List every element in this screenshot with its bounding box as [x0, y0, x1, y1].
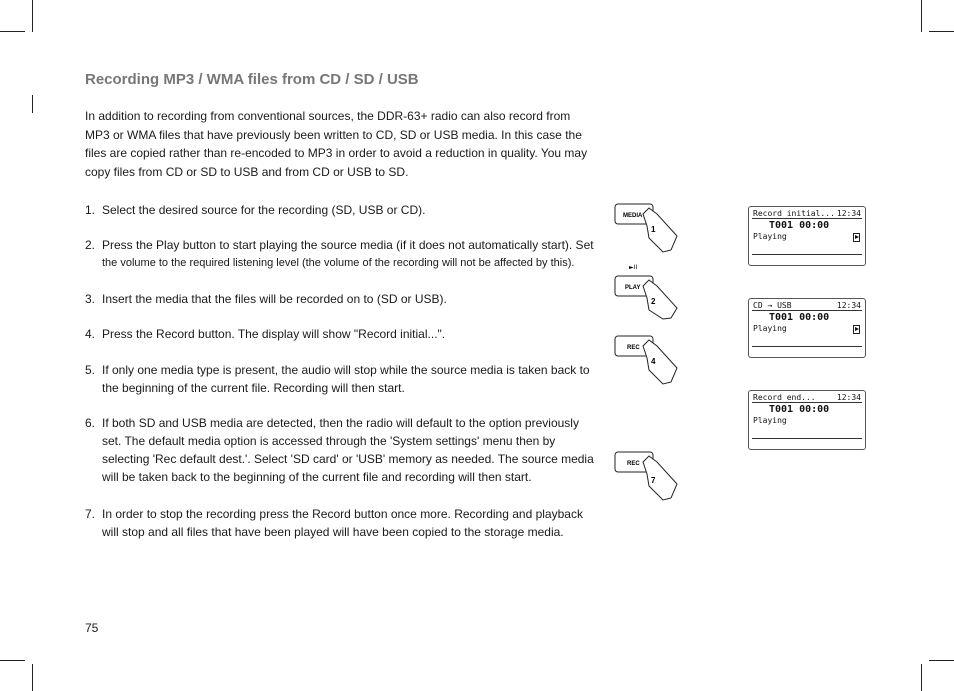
display-divider	[752, 310, 862, 311]
step-text-small: the volume to the required listening level (the volume of the recording will not be affected by this).	[102, 257, 575, 269]
step-number-badge: 2	[651, 297, 656, 306]
button-label: MEDIA	[623, 213, 643, 219]
radio-display	[748, 298, 866, 358]
step-item	[85, 505, 597, 541]
step-item	[85, 361, 597, 397]
pointing-finger-icon	[643, 280, 677, 319]
rec-button-illustration	[613, 450, 683, 502]
display-status-line: CD → USB	[753, 301, 792, 310]
play-icon	[853, 233, 860, 242]
display-playing-text: Playing	[753, 324, 787, 333]
display-status-line: Record end...	[753, 393, 816, 402]
step-number: 5.	[85, 363, 96, 377]
step-text: Press the Play button to start playing the source media (if it does not automatically start). Set	[102, 238, 594, 252]
display-track-time: T001 00:00	[769, 404, 830, 415]
step-number: 6.	[85, 416, 96, 430]
crop-mark	[32, 95, 33, 113]
media-button-illustration	[613, 202, 683, 254]
display-divider	[752, 218, 862, 219]
display-divider	[752, 254, 862, 255]
pointing-finger-icon	[643, 340, 677, 384]
crop-mark	[929, 31, 954, 32]
page-number: 75	[85, 621, 99, 635]
display-status-line: Record initial...	[753, 209, 835, 218]
intro-paragraph: In addition to recording from conventional sources, the DDR-63+ radio can also record from MP3 or WMA files that have previously been written to CD, SD or USB media. In this case the files are copied rather than re-encoded to MP3 in order to avoid a reduction in quality. You may copy files from CD or SD to USB and from CD or USB to SD.	[85, 109, 588, 179]
step-item	[85, 325, 597, 343]
crop-mark	[929, 660, 954, 661]
step-item	[85, 236, 597, 272]
play-pause-icon: ►II	[629, 264, 638, 271]
radio-display	[748, 206, 866, 266]
crop-mark	[32, 664, 33, 691]
display-divider	[752, 438, 862, 439]
rec-button-illustration	[613, 334, 683, 386]
step-text: Press the Record button. The display will show "Record initial...".	[102, 327, 446, 341]
radio-display	[748, 390, 866, 450]
display-clock: 12:34	[836, 393, 861, 402]
crop-mark	[921, 0, 922, 32]
step-number-badge: 7	[651, 476, 656, 485]
step-number: 4.	[85, 327, 96, 341]
button-label: PLAY	[625, 285, 641, 291]
step-number: 2.	[85, 238, 96, 252]
display-clock: 12:34	[836, 209, 861, 218]
step-text: Insert the media that the files will be recorded on to (SD or USB).	[102, 292, 447, 306]
button-label: REC	[627, 345, 640, 351]
button-label: REC	[627, 461, 640, 467]
pointing-finger-icon	[643, 456, 677, 500]
display-playing-text: Playing	[753, 416, 787, 425]
page-title: Recording MP3 / WMA files from CD / SD / USB	[85, 71, 419, 88]
display-track-time: T001 00:00	[769, 220, 830, 231]
display-divider	[752, 402, 862, 403]
step-number: 3.	[85, 292, 96, 306]
step-text: In order to stop the recording press the Record button once more. Recording and playback will stop and all files that have been played will have been copied to the storage media.	[102, 507, 583, 539]
step-item	[85, 414, 597, 486]
step-number: 1.	[85, 203, 96, 217]
step-text: Select the desired source for the recording (SD, USB or CD).	[102, 203, 426, 217]
step-number-badge: 4	[651, 357, 656, 366]
step-item	[85, 201, 597, 219]
step-number: 7.	[85, 507, 96, 521]
pointing-finger-icon	[643, 208, 677, 252]
step-text: If both SD and USB media are detected, then the radio will default to the option previously set. The default media option is accessed through the 'System settings' menu then by selecting 'Rec default dest.'. Select 'SD card' or 'USB' memory as needed. The source media will be taken back to the beginning of the current file and recording will then start.	[102, 416, 594, 484]
display-clock: 12:34	[836, 301, 861, 310]
display-track-time: T001 00:00	[769, 312, 830, 323]
play-icon	[853, 325, 860, 334]
step-item	[85, 290, 597, 308]
play-button-illustration	[613, 262, 683, 320]
step-number-badge: 1	[651, 225, 656, 234]
display-divider	[752, 346, 862, 347]
crop-mark	[921, 664, 922, 691]
crop-mark	[0, 31, 25, 32]
crop-mark	[0, 660, 25, 661]
step-text: If only one media type is present, the audio will stop while the source media is taken back to the beginning of the current file. Recording will then start.	[102, 363, 590, 395]
crop-mark	[32, 0, 33, 32]
display-playing-text: Playing	[753, 232, 787, 241]
